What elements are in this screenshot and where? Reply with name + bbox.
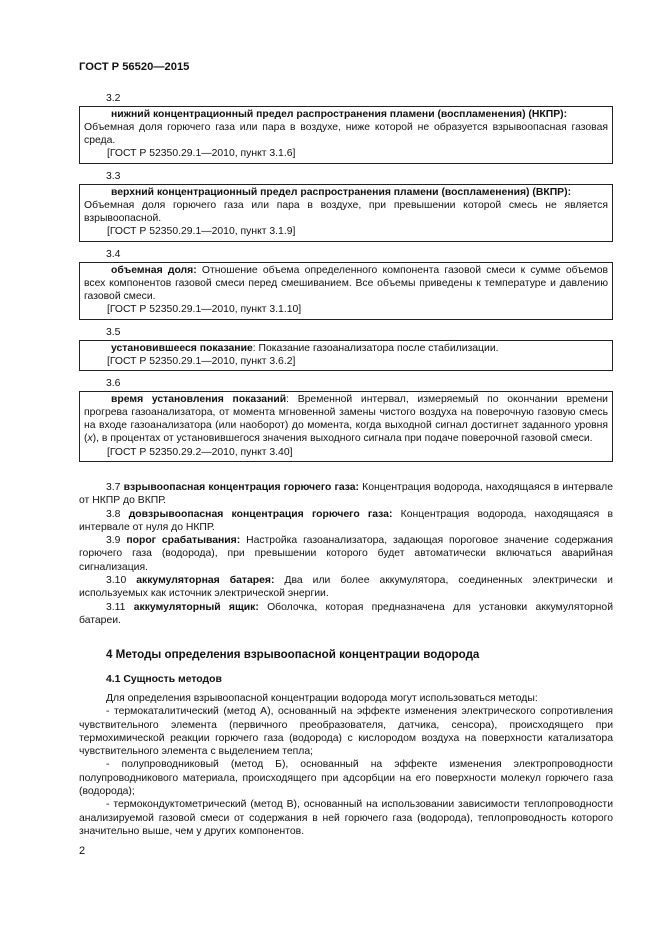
term-definition: Отношение объема определенного компонента газовой смеси к сумме объемов всех компонентов газовой смеси перед смешиванием. Все объемы приведены к температуре и давлению газовой смеси.	[84, 264, 608, 303]
standard-header: ГОСТ Р 56520—2015	[79, 61, 190, 73]
term-definition: : Временной интервал, измеряемый по окончании времени прогрева газоанализатора, от момента мгновенной замены чистого воздуха на поверочную газовую смесь на входе газоанализатора (или наоборот) до момента, когда выходной сигнал достигнет заданного уровня (	[84, 393, 608, 445]
term-box	[79, 391, 613, 462]
term-definition: Два или более аккумулятора, соединенных электрически и используемых как источник электрической энергии.	[79, 575, 613, 600]
term-definition: : Показание газоанализатора после стабилизации.	[252, 342, 499, 354]
term-variable: x	[87, 433, 93, 445]
term-title: объемная доля:	[111, 264, 197, 276]
method-c: - термокондуктометрический (метод В), основанный на использовании зависимости теплопроводности анализируемой газовой смеси от содержания в ней горючего газа (водорода), теплопроводность которого значительно выше, чем у других компонентов.	[79, 799, 613, 837]
term-box	[79, 340, 613, 372]
section-paragraph: Для определения взрывоопасной концентрации водорода могут использоваться методы:	[106, 693, 538, 704]
term-box	[79, 262, 613, 320]
term-3-2	[79, 92, 613, 164]
term-number: 3.11	[106, 601, 134, 613]
term-title: довзрывоопасная концентрация горючего газа:	[128, 508, 393, 520]
term-number: 3.6	[106, 378, 121, 389]
term-number: 3.2	[106, 93, 121, 104]
term-number: 3.3	[106, 171, 121, 182]
term-3-5	[79, 326, 613, 371]
subsection-heading: 4.1 Сущность методов	[106, 674, 222, 685]
term-title: нижний концентрационный предел распространения пламени (воспламенения) (НКПР):	[111, 108, 568, 120]
term-number: 3.5	[106, 327, 121, 338]
term-3-4	[79, 248, 613, 320]
term-number: 3.10	[106, 575, 137, 587]
term-reference: [ГОСТ Р 52350.29.1—2010, пункт 3.1.10]	[107, 304, 302, 316]
term-title: взрывоопасная концентрация горючего газа:	[123, 482, 360, 493]
method-b: - полупроводниковый (метод Б), основанный на эффекте изменения электропроводности полупроводникового материала, происходящего при адсорбции на его поверхности молекул горючего газа (водорода);	[79, 759, 613, 798]
section-body	[79, 692, 613, 838]
term-title: установившееся показание	[111, 342, 253, 354]
term-number: 3.8	[106, 508, 129, 520]
terms-list	[79, 481, 613, 627]
term-number: 3.4	[106, 249, 121, 260]
term-reference: [ГОСТ Р 52350.29.1—2010, пункт 3.1.6]	[107, 148, 296, 160]
term-definition: Настройка газоанализатора, задающая пороговое значение содержания горючего газа (водорода), при превышении которого будет автоматически включаться аварийная сигнализация.	[79, 535, 614, 573]
term-definition: Объемная доля горючего газа или пара в воздухе, при превышении которой смесь не является взрывоопасной.	[84, 199, 608, 225]
term-definition: Объемная доля горючего газа или пара в воздухе, ниже которой не образуется взрывоопасная газовая среда.	[84, 121, 608, 147]
term-box	[79, 106, 613, 164]
term-reference: [ГОСТ Р 52350.29.2—2010, пункт 3.40]	[107, 446, 293, 458]
term-reference: [ГОСТ Р 52350.29.1—2010, пункт 3.1.9]	[107, 226, 296, 238]
term-3-7	[79, 481, 613, 508]
term-definition-end: ), в процентах от установившегося значения выходного сигнала при подаче поверочной газовой смеси.	[92, 433, 593, 445]
term-3-3	[79, 170, 613, 242]
page-number: 2	[79, 845, 86, 857]
term-title: верхний концентрационный предел распространения пламени (воспламенения) (ВКПР):	[111, 186, 572, 198]
term-title: аккумуляторная батарея:	[136, 575, 275, 587]
term-number: 3.9	[106, 535, 127, 547]
term-title: аккумуляторный ящик:	[133, 601, 259, 613]
term-reference: [ГОСТ Р 52350.29.1—2010, пункт 3.6.2]	[107, 355, 296, 367]
term-definition: Концентрация водорода, находящаяся в интервале от нуля до НКПР.	[79, 508, 613, 533]
term-3-9	[79, 534, 613, 574]
method-a: - термокаталитический (метод А), основанный на эффекте изменения электрического сопротивления чувствительного элемента (первичного преобразователя, датчика, сенсора), происходящего при термохимической реакции горючего газа (водорода) с кислородом воздуха на поверхности катализатора чувствительного элемента с выделением тепла;	[79, 706, 613, 758]
section-heading: 4 Методы определения взрывоопасной концентрации водорода	[106, 648, 480, 661]
term-box	[79, 184, 613, 242]
term-title: порог срабатывания:	[126, 535, 241, 547]
term-title: время установления показаний	[111, 393, 287, 405]
term-3-10	[79, 574, 613, 601]
term-definition: Оболочка, которая предназначена для установки аккумуляторной батареи.	[79, 601, 614, 626]
term-3-8	[79, 508, 613, 535]
term-definition: Концентрация водорода, находящаяся в интервале от НКПР до ВКПР.	[79, 482, 613, 507]
term-3-11	[79, 601, 613, 628]
term-number: 3.7	[106, 482, 124, 493]
term-3-6	[79, 377, 613, 462]
